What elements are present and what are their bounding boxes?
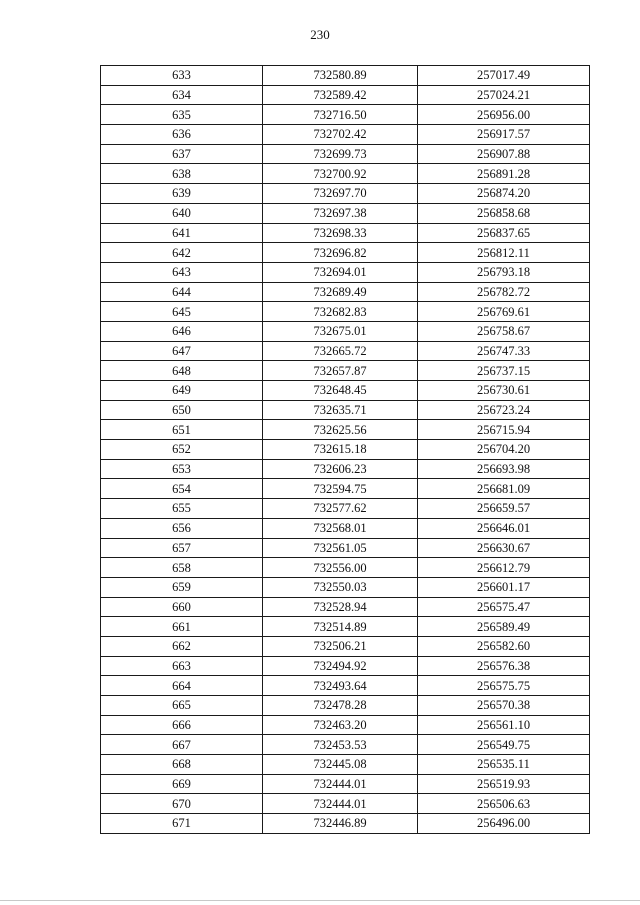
point-number-cell: 661: [101, 617, 263, 637]
point-number-cell: 648: [101, 361, 263, 381]
y-coordinate-cell: 256506.63: [418, 794, 590, 814]
y-coordinate-cell: 256723.24: [418, 400, 590, 420]
y-coordinate-cell: 256681.09: [418, 479, 590, 499]
x-coordinate-cell: 732675.01: [263, 321, 418, 341]
table-row: [101, 617, 590, 637]
point-number-cell: 671: [101, 814, 263, 834]
y-coordinate-cell: 256601.17: [418, 577, 590, 597]
x-coordinate-cell: 732635.71: [263, 400, 418, 420]
y-coordinate-cell: 256519.93: [418, 774, 590, 794]
table-row: [101, 794, 590, 814]
point-number-cell: 643: [101, 262, 263, 282]
x-coordinate-cell: 732568.01: [263, 518, 418, 538]
y-coordinate-cell: 256812.11: [418, 243, 590, 263]
y-coordinate-cell: 256570.38: [418, 696, 590, 716]
y-coordinate-cell: 256575.47: [418, 597, 590, 617]
point-number-cell: 644: [101, 282, 263, 302]
y-coordinate-cell: 256589.49: [418, 617, 590, 637]
x-coordinate-cell: 732493.64: [263, 676, 418, 696]
table-row: [101, 636, 590, 656]
table-row: [101, 105, 590, 125]
point-number-cell: 654: [101, 479, 263, 499]
point-number-cell: 664: [101, 676, 263, 696]
point-number-cell: 636: [101, 125, 263, 145]
point-number-cell: 642: [101, 243, 263, 263]
y-coordinate-cell: 256782.72: [418, 282, 590, 302]
x-coordinate-cell: 732514.89: [263, 617, 418, 637]
table-row: [101, 184, 590, 204]
y-coordinate-cell: 256858.68: [418, 203, 590, 223]
x-coordinate-cell: 732700.92: [263, 164, 418, 184]
table-row: [101, 361, 590, 381]
y-coordinate-cell: 256576.38: [418, 656, 590, 676]
x-coordinate-cell: 732577.62: [263, 499, 418, 519]
y-coordinate-cell: 256917.57: [418, 125, 590, 145]
x-coordinate-cell: 732589.42: [263, 85, 418, 105]
x-coordinate-cell: 732657.87: [263, 361, 418, 381]
y-coordinate-cell: 256907.88: [418, 144, 590, 164]
point-number-cell: 646: [101, 321, 263, 341]
table-row: [101, 479, 590, 499]
table-row: [101, 440, 590, 460]
x-coordinate-cell: 732528.94: [263, 597, 418, 617]
x-coordinate-cell: 732615.18: [263, 440, 418, 460]
y-coordinate-cell: 256659.57: [418, 499, 590, 519]
point-number-cell: 635: [101, 105, 263, 125]
table-row: [101, 66, 590, 86]
table-row: [101, 262, 590, 282]
point-number-cell: 663: [101, 656, 263, 676]
y-coordinate-cell: 256737.15: [418, 361, 590, 381]
y-coordinate-cell: 257017.49: [418, 66, 590, 86]
y-coordinate-cell: 256715.94: [418, 420, 590, 440]
table-row: [101, 538, 590, 558]
x-coordinate-cell: 732665.72: [263, 341, 418, 361]
table-row: [101, 558, 590, 578]
table-row: [101, 302, 590, 322]
table-row: [101, 282, 590, 302]
table-row: [101, 400, 590, 420]
x-coordinate-cell: 732463.20: [263, 715, 418, 735]
coordinates-table: [100, 65, 590, 834]
x-coordinate-cell: 732682.83: [263, 302, 418, 322]
coordinates-table-body: [101, 66, 590, 834]
table-row: [101, 243, 590, 263]
table-row: [101, 85, 590, 105]
point-number-cell: 657: [101, 538, 263, 558]
x-coordinate-cell: 732453.53: [263, 735, 418, 755]
point-number-cell: 651: [101, 420, 263, 440]
point-number-cell: 645: [101, 302, 263, 322]
x-coordinate-cell: 732580.89: [263, 66, 418, 86]
x-coordinate-cell: 732697.38: [263, 203, 418, 223]
x-coordinate-cell: 732716.50: [263, 105, 418, 125]
y-coordinate-cell: 256793.18: [418, 262, 590, 282]
x-coordinate-cell: 732689.49: [263, 282, 418, 302]
table-row: [101, 144, 590, 164]
point-number-cell: 639: [101, 184, 263, 204]
x-coordinate-cell: 732594.75: [263, 479, 418, 499]
page-number: 230: [310, 27, 330, 42]
x-coordinate-cell: 732648.45: [263, 381, 418, 401]
y-coordinate-cell: 256956.00: [418, 105, 590, 125]
table-row: [101, 164, 590, 184]
table-row: [101, 518, 590, 538]
y-coordinate-cell: 256575.75: [418, 676, 590, 696]
table-row: [101, 597, 590, 617]
y-coordinate-cell: 256704.20: [418, 440, 590, 460]
table-row: [101, 203, 590, 223]
point-number-cell: 658: [101, 558, 263, 578]
x-coordinate-cell: 732444.01: [263, 774, 418, 794]
x-coordinate-cell: 732561.05: [263, 538, 418, 558]
point-number-cell: 634: [101, 85, 263, 105]
table-row: [101, 577, 590, 597]
x-coordinate-cell: 732445.08: [263, 755, 418, 775]
point-number-cell: 653: [101, 459, 263, 479]
x-coordinate-cell: 732606.23: [263, 459, 418, 479]
bottom-edge-line: [0, 900, 640, 901]
table-row: [101, 499, 590, 519]
table-row: [101, 774, 590, 794]
point-number-cell: 670: [101, 794, 263, 814]
table-row: [101, 676, 590, 696]
y-coordinate-cell: 256747.33: [418, 341, 590, 361]
y-coordinate-cell: 256612.79: [418, 558, 590, 578]
point-number-cell: 647: [101, 341, 263, 361]
table-row: [101, 420, 590, 440]
x-coordinate-cell: 732506.21: [263, 636, 418, 656]
point-number-cell: 638: [101, 164, 263, 184]
y-coordinate-cell: 256535.11: [418, 755, 590, 775]
point-number-cell: 659: [101, 577, 263, 597]
y-coordinate-cell: 256549.75: [418, 735, 590, 755]
y-coordinate-cell: 256769.61: [418, 302, 590, 322]
table-row: [101, 814, 590, 834]
y-coordinate-cell: 256837.65: [418, 223, 590, 243]
x-coordinate-cell: 732478.28: [263, 696, 418, 716]
point-number-cell: 637: [101, 144, 263, 164]
point-number-cell: 656: [101, 518, 263, 538]
table-row: [101, 735, 590, 755]
x-coordinate-cell: 732694.01: [263, 262, 418, 282]
y-coordinate-cell: 256891.28: [418, 164, 590, 184]
x-coordinate-cell: 732699.73: [263, 144, 418, 164]
x-coordinate-cell: 732444.01: [263, 794, 418, 814]
x-coordinate-cell: 732698.33: [263, 223, 418, 243]
x-coordinate-cell: 732494.92: [263, 656, 418, 676]
point-number-cell: 649: [101, 381, 263, 401]
table-row: [101, 125, 590, 145]
table-row: [101, 223, 590, 243]
y-coordinate-cell: 256693.98: [418, 459, 590, 479]
y-coordinate-cell: 256874.20: [418, 184, 590, 204]
point-number-cell: 641: [101, 223, 263, 243]
y-coordinate-cell: 256730.61: [418, 381, 590, 401]
table-row: [101, 459, 590, 479]
y-coordinate-cell: 256582.60: [418, 636, 590, 656]
y-coordinate-cell: 256758.67: [418, 321, 590, 341]
x-coordinate-cell: 732550.03: [263, 577, 418, 597]
x-coordinate-cell: 732625.56: [263, 420, 418, 440]
point-number-cell: 668: [101, 755, 263, 775]
x-coordinate-cell: 732697.70: [263, 184, 418, 204]
point-number-cell: 655: [101, 499, 263, 519]
y-coordinate-cell: 256496.00: [418, 814, 590, 834]
x-coordinate-cell: 732556.00: [263, 558, 418, 578]
table-row: [101, 656, 590, 676]
point-number-cell: 660: [101, 597, 263, 617]
x-coordinate-cell: 732702.42: [263, 125, 418, 145]
point-number-cell: 662: [101, 636, 263, 656]
point-number-cell: 640: [101, 203, 263, 223]
table-row: [101, 341, 590, 361]
point-number-cell: 633: [101, 66, 263, 86]
y-coordinate-cell: 257024.21: [418, 85, 590, 105]
y-coordinate-cell: 256561.10: [418, 715, 590, 735]
point-number-cell: 666: [101, 715, 263, 735]
point-number-cell: 665: [101, 696, 263, 716]
point-number-cell: 669: [101, 774, 263, 794]
table-row: [101, 321, 590, 341]
point-number-cell: 650: [101, 400, 263, 420]
table-row: [101, 696, 590, 716]
table-row: [101, 715, 590, 735]
point-number-cell: 652: [101, 440, 263, 460]
y-coordinate-cell: 256630.67: [418, 538, 590, 558]
x-coordinate-cell: 732446.89: [263, 814, 418, 834]
table-row: [101, 755, 590, 775]
point-number-cell: 667: [101, 735, 263, 755]
x-coordinate-cell: 732696.82: [263, 243, 418, 263]
y-coordinate-cell: 256646.01: [418, 518, 590, 538]
table-row: [101, 381, 590, 401]
